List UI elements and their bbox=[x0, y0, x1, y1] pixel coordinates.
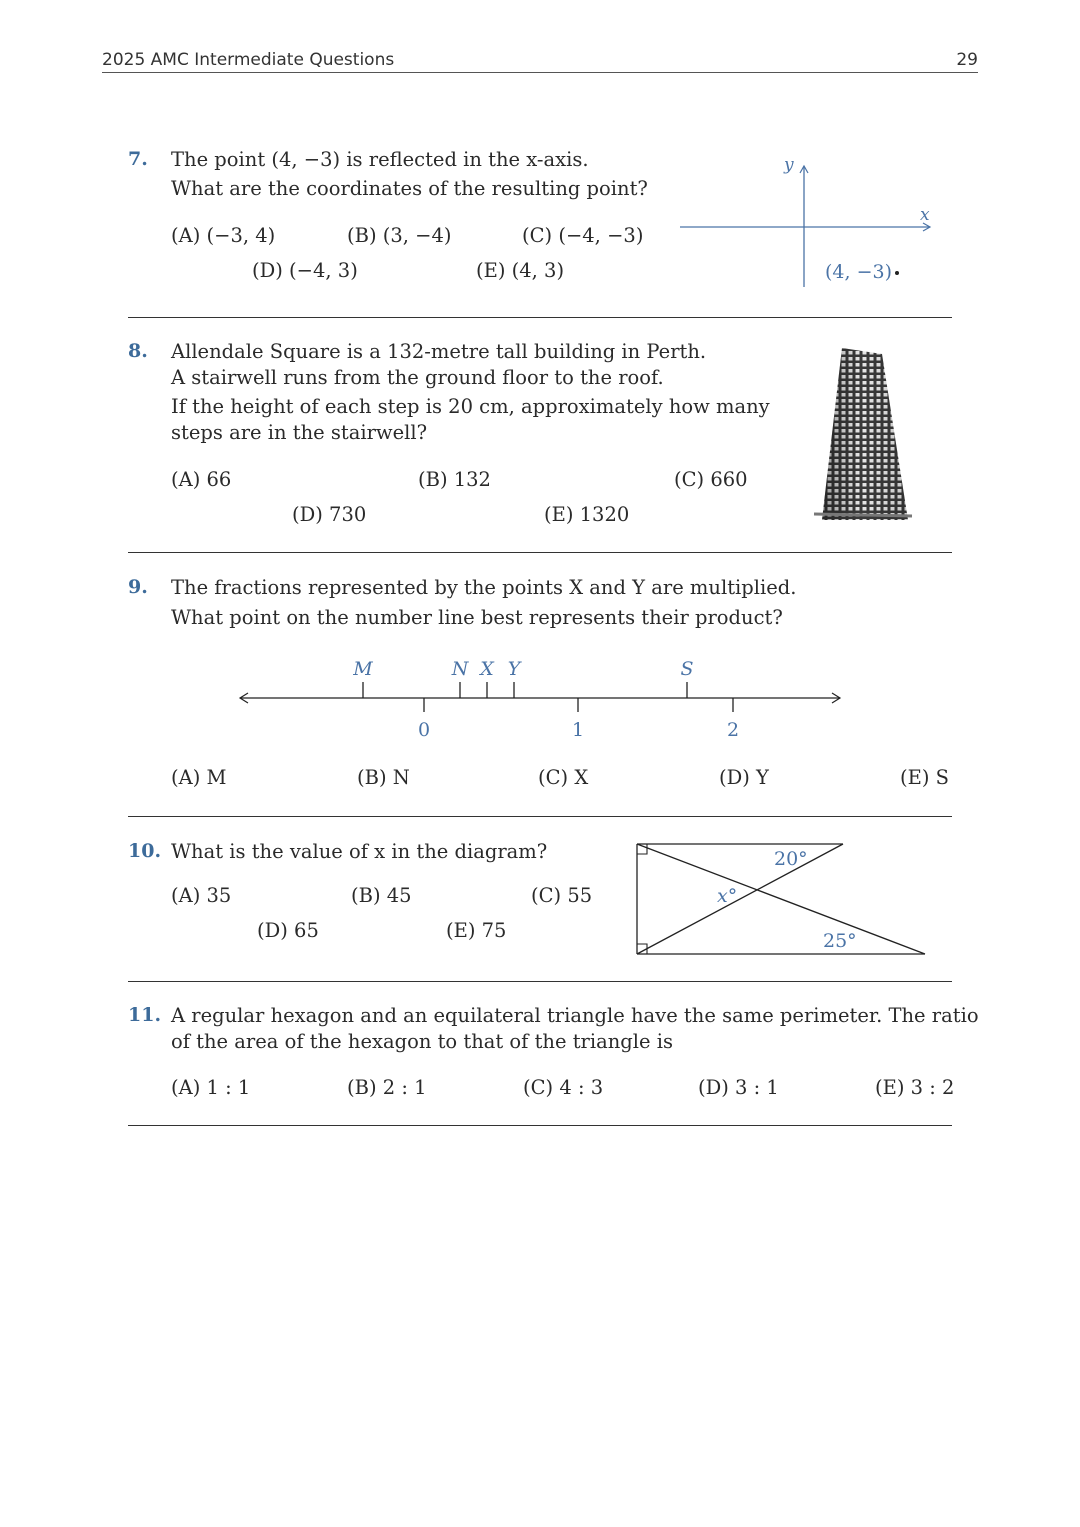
option-c[interactable]: (C) 660 bbox=[674, 468, 748, 491]
divider bbox=[128, 317, 952, 318]
option-e[interactable]: (E) 3 : 2 bbox=[875, 1076, 955, 1099]
option-e[interactable]: (E) S bbox=[900, 766, 950, 789]
point-marker bbox=[895, 271, 899, 275]
option-a[interactable]: (A) 1 : 1 bbox=[171, 1076, 251, 1099]
option-b[interactable]: (B) 2 : 1 bbox=[347, 1076, 427, 1099]
problem-text-line: steps are in the stairwell? bbox=[171, 421, 428, 444]
option-e[interactable]: (E) (4, 3) bbox=[476, 259, 565, 282]
building-image bbox=[812, 344, 914, 526]
x-axis-label: x bbox=[920, 205, 930, 225]
problem-number: 11. bbox=[128, 1004, 162, 1026]
tick-label-2: 2 bbox=[726, 719, 740, 741]
angle-label-x: x° bbox=[717, 885, 738, 907]
option-d[interactable]: (D) 730 bbox=[292, 503, 367, 526]
option-c[interactable]: (C) 4 : 3 bbox=[523, 1076, 604, 1099]
divider bbox=[128, 552, 952, 553]
divider bbox=[128, 816, 952, 817]
tick-label-0: 0 bbox=[417, 719, 431, 741]
option-e[interactable]: (E) 1320 bbox=[544, 503, 630, 526]
problem-text-line: A regular hexagon and an equilateral triangle have the same perimeter. The ratio bbox=[171, 1004, 979, 1027]
page-number: 29 bbox=[956, 50, 978, 70]
problem-text-line: What point on the number line best represents their product? bbox=[171, 606, 783, 629]
divider bbox=[128, 981, 952, 982]
problem-text-line: Allendale Square is a 132-metre tall building in Perth. bbox=[171, 340, 707, 363]
point-label-s: S bbox=[680, 658, 694, 680]
option-b[interactable]: (B) 132 bbox=[418, 468, 491, 491]
tick-label-1: 1 bbox=[571, 719, 585, 741]
coordinate-axes-diagram bbox=[680, 150, 940, 290]
diagonal-up bbox=[637, 844, 843, 954]
point-label-m: M bbox=[353, 658, 373, 680]
option-d[interactable]: (D) 65 bbox=[257, 919, 319, 942]
problem-number: 7. bbox=[128, 148, 148, 170]
option-a[interactable]: (A) M bbox=[171, 766, 227, 789]
option-c[interactable]: (C) (−4, −3) bbox=[522, 224, 644, 247]
document-title: 2025 AMC Intermediate Questions bbox=[102, 50, 395, 70]
option-a[interactable]: (A) (−3, 4) bbox=[171, 224, 276, 247]
option-b[interactable]: (B) (3, −4) bbox=[347, 224, 452, 247]
divider bbox=[128, 1125, 952, 1126]
problem-text-line: The fractions represented by the points X and Y are multiplied. bbox=[171, 576, 797, 599]
option-b[interactable]: (B) 45 bbox=[351, 884, 412, 907]
option-b[interactable]: (B) N bbox=[357, 766, 410, 789]
angle-label-bottom: 25° bbox=[823, 930, 857, 952]
option-e[interactable]: (E) 75 bbox=[446, 919, 507, 942]
page-header bbox=[102, 50, 978, 73]
number-line-diagram bbox=[230, 650, 850, 750]
option-c[interactable]: (C) X bbox=[538, 766, 589, 789]
option-a[interactable]: (A) 66 bbox=[171, 468, 232, 491]
point-label: (4, −3) bbox=[825, 261, 893, 283]
problem-text-line: The point (4, −3) is reflected in the x-axis. bbox=[171, 148, 589, 171]
problem-text-line: of the area of the hexagon to that of the triangle is bbox=[171, 1030, 673, 1053]
y-axis-label: y bbox=[784, 155, 794, 175]
point-label-y: Y bbox=[507, 658, 521, 680]
angle-diagram bbox=[630, 838, 930, 960]
angle-label-top: 20° bbox=[774, 848, 808, 870]
option-d[interactable]: (D) Y bbox=[719, 766, 769, 789]
problem-text-line: If the height of each step is 20 cm, approximately how many bbox=[171, 395, 770, 418]
point-label-n: N bbox=[451, 658, 469, 680]
problem-number: 10. bbox=[128, 840, 162, 862]
problem-text-line: What are the coordinates of the resulting point? bbox=[171, 177, 648, 200]
option-d[interactable]: (D) (−4, 3) bbox=[252, 259, 358, 282]
option-c[interactable]: (C) 55 bbox=[531, 884, 593, 907]
option-d[interactable]: (D) 3 : 1 bbox=[698, 1076, 779, 1099]
problem-number: 9. bbox=[128, 576, 148, 598]
building-shading bbox=[822, 348, 908, 520]
building-base bbox=[814, 514, 912, 516]
problem-text-line: A stairwell runs from the ground floor to the roof. bbox=[171, 366, 664, 389]
point-label-x: X bbox=[480, 658, 494, 680]
problem-number: 8. bbox=[128, 340, 148, 362]
problem-text-line: What is the value of x in the diagram? bbox=[171, 840, 548, 863]
option-a[interactable]: (A) 35 bbox=[171, 884, 232, 907]
